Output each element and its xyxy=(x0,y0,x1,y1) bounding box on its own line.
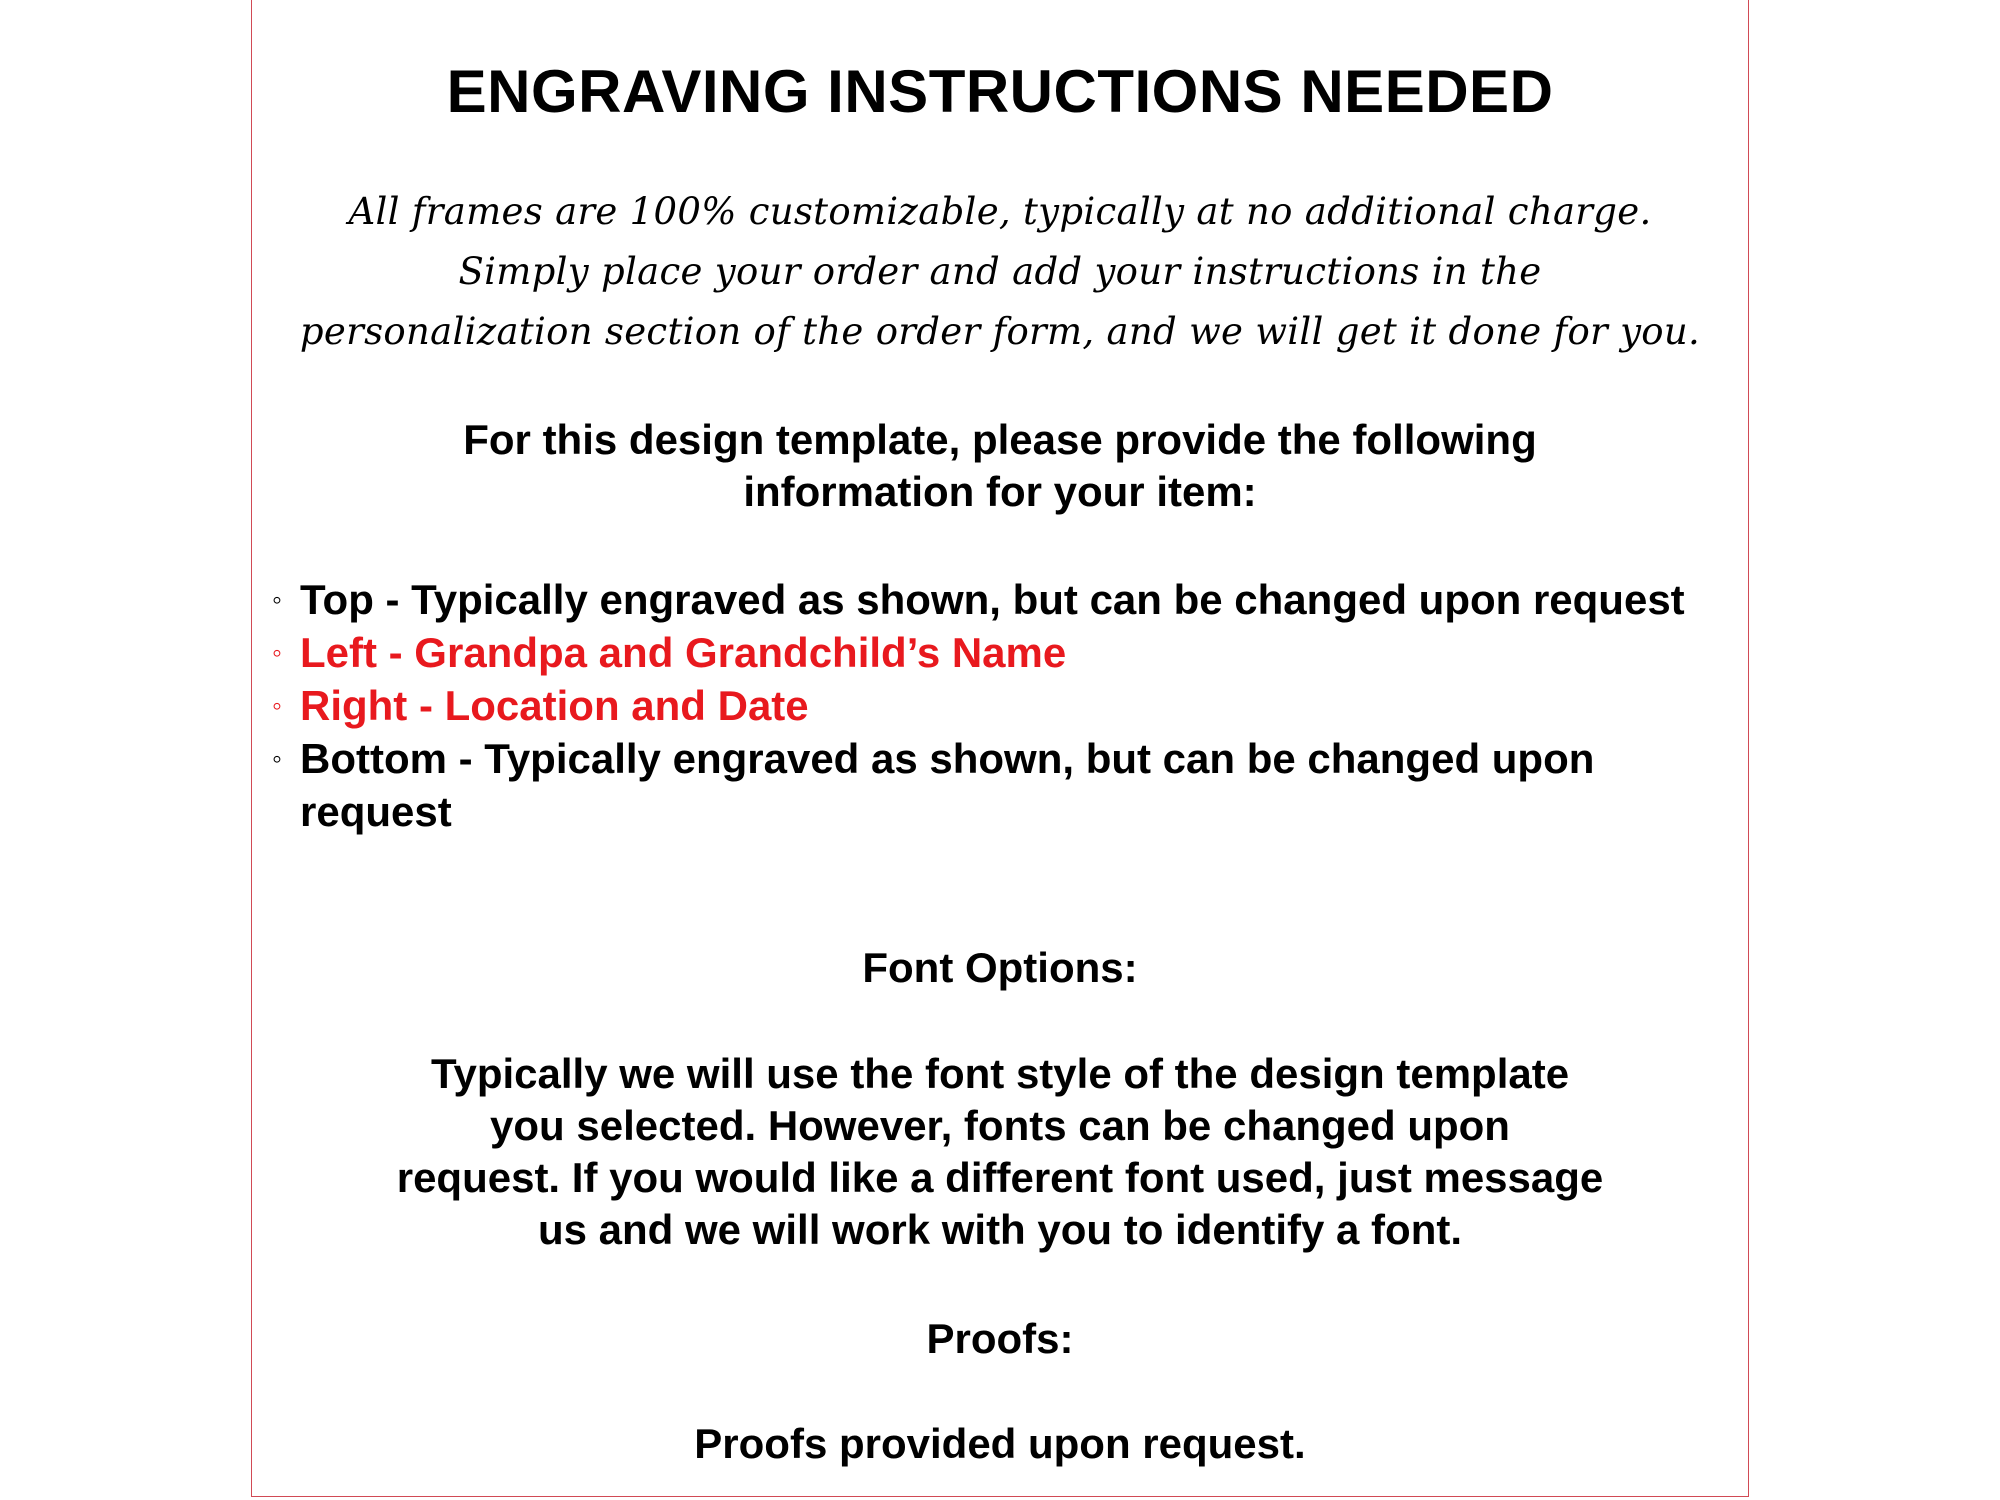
bullet-icon: ◦ xyxy=(272,584,282,615)
list-item-text: Right - Location and Date xyxy=(300,682,809,729)
list-item-right xyxy=(272,679,1712,732)
proofs-heading: Proofs: xyxy=(926,1315,1074,1362)
font-options-line: request. If you would like a different font used, just message xyxy=(396,1154,1604,1201)
instruction-card xyxy=(251,0,1749,1497)
font-options-line: Typically we will use the font style of the design template xyxy=(430,1050,1570,1097)
proofs-text: Proofs provided upon request. xyxy=(694,1420,1306,1467)
list-item-top xyxy=(272,573,1712,626)
font-options-line: us and we will work with you to identify a font. xyxy=(537,1206,1463,1253)
list-item-bottom xyxy=(272,732,1712,838)
list-item-text: Bottom - Typically engraved as shown, but can be changed upon request xyxy=(300,735,1595,835)
bullet-icon: ◦ xyxy=(272,743,282,774)
list-item-text: Left - Grandpa and Grandchild’s Name xyxy=(300,629,1067,676)
font-options-text xyxy=(252,1048,1748,1256)
script-line: personalization section of the order form, and we will get it done for you. xyxy=(299,310,1701,353)
font-options-line: you selected. However, fonts can be changed upon xyxy=(490,1102,1510,1149)
script-intro xyxy=(252,182,1748,362)
script-line: All frames are 100% customizable, typically at no additional charge. xyxy=(348,190,1652,233)
intro-line: For this design template, please provide the following xyxy=(463,416,1537,463)
script-line: Simply place your order and add your instructions in the xyxy=(458,250,1542,293)
engraving-list xyxy=(272,573,1712,838)
bullet-icon: ◦ xyxy=(272,690,282,721)
page-title: ENGRAVING INSTRUCTIONS NEEDED xyxy=(446,58,1554,125)
list-item-text: Top - Typically engraved as shown, but can be changed upon request xyxy=(300,576,1685,623)
template-intro xyxy=(252,414,1748,518)
intro-line: information for your item: xyxy=(743,468,1257,515)
bullet-icon: ◦ xyxy=(272,637,282,668)
list-item-left xyxy=(272,626,1712,679)
font-options-heading: Font Options: xyxy=(862,944,1138,991)
